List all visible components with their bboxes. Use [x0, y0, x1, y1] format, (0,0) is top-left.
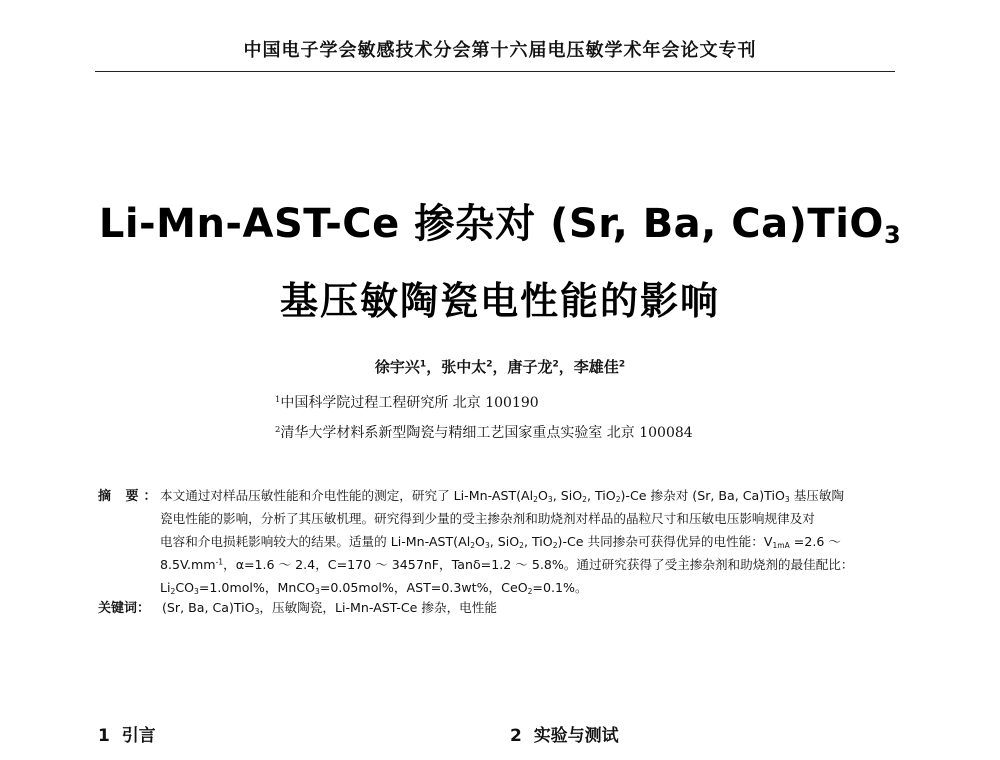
- paper-title-line-1: [0, 192, 1000, 249]
- paper-title-line-2: 基压敏陶瓷电性能的影响: [279, 279, 720, 323]
- section-heading-experiment: 2 实验与测试: [510, 726, 619, 746]
- affiliation-2: $^2$清华大学材料系新型陶瓷与精细工艺国家重点实验室 北京 100084: [275, 423, 693, 441]
- abstract-line: 本文通过对样品压敏性能和介电性能的测定，研究了 $Li-Mn-AST(Al_2O_3$, SiO$_2$, TiO$_2$)-Ce 掺杂对 (Sr, Ba, Ca)TiO$_3$ 基压敏陶: [160, 488, 845, 504]
- affiliation-1: $^1$中国科学院过程工程研究所 北京 100190: [275, 393, 539, 411]
- abstract-label: 摘 要：: [98, 489, 162, 504]
- author: 李雄佳$^2$: [573, 358, 626, 376]
- abstract-line: 瓷电性能的影响，分析了其压敏机理。研究得到少量的受主掺杂剂和助烧剂对样品的晶粒尺寸和压敏电压影响规律及对: [160, 511, 815, 526]
- keywords-label: 关键词：: [98, 601, 151, 616]
- section-heading-introduction: 1 引言: [98, 726, 156, 746]
- author: 唐子龙$^2$，: [507, 358, 574, 376]
- abstract-line: $8.5V.mm^{-1}$，α=1.6 ～ 2.4，C=170 ～ 3457nF，Tanδ=1.2 ～ 5.8%。通过研究获得了受主掺杂剂和助烧剂的最佳配比：: [160, 557, 854, 572]
- abstract-line: $Li_2CO_3=1.0mol\%$，MnCO$_3$=0.05mol%，AST=0.3wt%，CeO$_2$=0.1%。: [160, 580, 588, 596]
- author: 张中太$^2$，: [441, 358, 508, 376]
- author-list: [0, 356, 1000, 377]
- title-subscript: 3: [883, 221, 902, 249]
- title-main: Li-Mn-AST-Ce 掺杂对 (Sr, Ba, Ca)TiO: [98, 201, 884, 247]
- header-rule: [95, 71, 895, 72]
- abstract-line: 电容和介电损耗影响较大的结果。适量的 $Li-Mn-AST(Al_2O_3$, SiO$_2$, TiO$_2$)-Ce 共同掺杂可获得优异的电性能：$V_{1mA} =2.6$ ～: [160, 534, 841, 550]
- keywords-text: (Sr, Ba, Ca)TiO$_3$，压敏陶瓷，Li-Mn-AST-Ce 掺杂，电性能: [162, 600, 497, 616]
- running-head: 中国电子学会敏感技术分会第十六届电压敏学术年会论文专刊: [243, 40, 757, 61]
- author: 徐宇兴$^1$，: [374, 358, 442, 376]
